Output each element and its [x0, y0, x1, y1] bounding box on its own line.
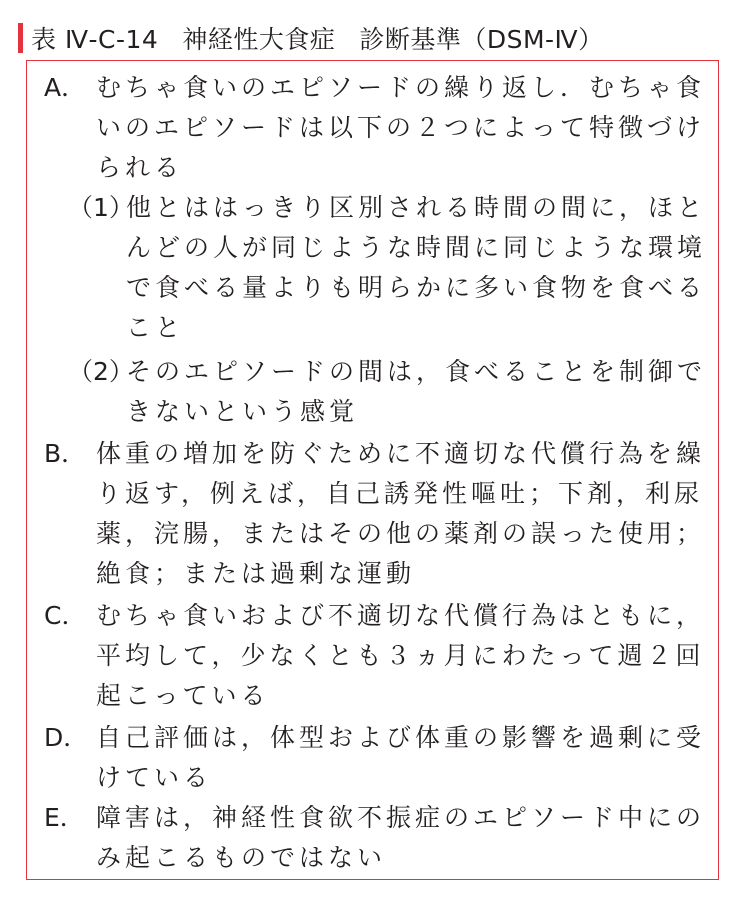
subitem-1-body: [126, 188, 706, 348]
criterion-b-line: 絶食；または過剰な運動: [96, 559, 416, 588]
subitem-2-label: （2）: [68, 357, 134, 386]
subitem-2-line: そのエピソードの間は，食べることを制御で: [126, 357, 707, 386]
criterion-a-line: むちゃ食いのエピソードの繰り返し．むちゃ食: [96, 73, 706, 102]
criterion-a-line: いのエピソードは以下の２つによって特徴づけ: [96, 113, 706, 142]
criterion-d-line: けている: [96, 763, 213, 792]
criterion-b-line: り返す，例えば，自己誘発性嘔吐；下剤，利尿: [96, 479, 704, 508]
criterion-d-body: [96, 718, 708, 798]
criterion-e-line: 障害は，神経性食欲不振症のエピソード中にの: [96, 803, 706, 832]
criterion-b-label: B．: [44, 439, 87, 468]
criterion-e-line: み起こるものではない: [96, 843, 387, 872]
subitem-1-line: で食べる量よりも明らかに多い食物を食べる: [126, 273, 707, 302]
criterion-c-body: [96, 596, 708, 716]
title-accent-bar: [18, 23, 23, 53]
criterion-c-label: C．: [44, 601, 87, 630]
criterion-a-body: [96, 68, 708, 188]
criterion-d-line: 自己評価は，体型および体重の影響を過剰に受: [96, 723, 706, 752]
criterion-c-line: むちゃ食いおよび不適切な代償行為はともに，: [96, 601, 706, 630]
criterion-d-label: D．: [44, 723, 89, 752]
table-subtitle: 診断基準（DSM-Ⅳ）: [359, 25, 604, 54]
subitem-2-line: きないという感覚: [126, 397, 359, 426]
subitem-1-line: こと: [126, 313, 185, 342]
criterion-e-label: E．: [44, 803, 85, 832]
subitem-1-line: 他とははっきり区別される時間の間に，ほと: [126, 193, 707, 222]
table-title: [18, 18, 604, 58]
subitem-1-line: んどの人が同じような時間に同じような環境: [126, 233, 707, 262]
criterion-a-label: A．: [44, 73, 87, 102]
table-number: 表 Ⅳ-C-14: [31, 25, 159, 54]
criterion-e-body: [96, 798, 708, 878]
criterion-b-line: 薬，浣腸，またはその他の薬剤の誤った使用；: [96, 519, 706, 548]
subitem-1-label: （1）: [68, 193, 134, 222]
subitem-2-body: [126, 352, 706, 432]
criterion-a-line: られる: [96, 153, 184, 182]
criterion-c-line: 平均して，少なくとも３ヵ月にわたって週２回: [96, 641, 705, 670]
table-name: 神経性大食症: [182, 25, 336, 54]
criterion-b-body: [96, 434, 708, 594]
criterion-b-line: 体重の増加を防ぐために不適切な代償行為を繰: [96, 439, 706, 468]
criterion-c-line: 起こっている: [96, 681, 270, 710]
title-text: [31, 20, 604, 56]
